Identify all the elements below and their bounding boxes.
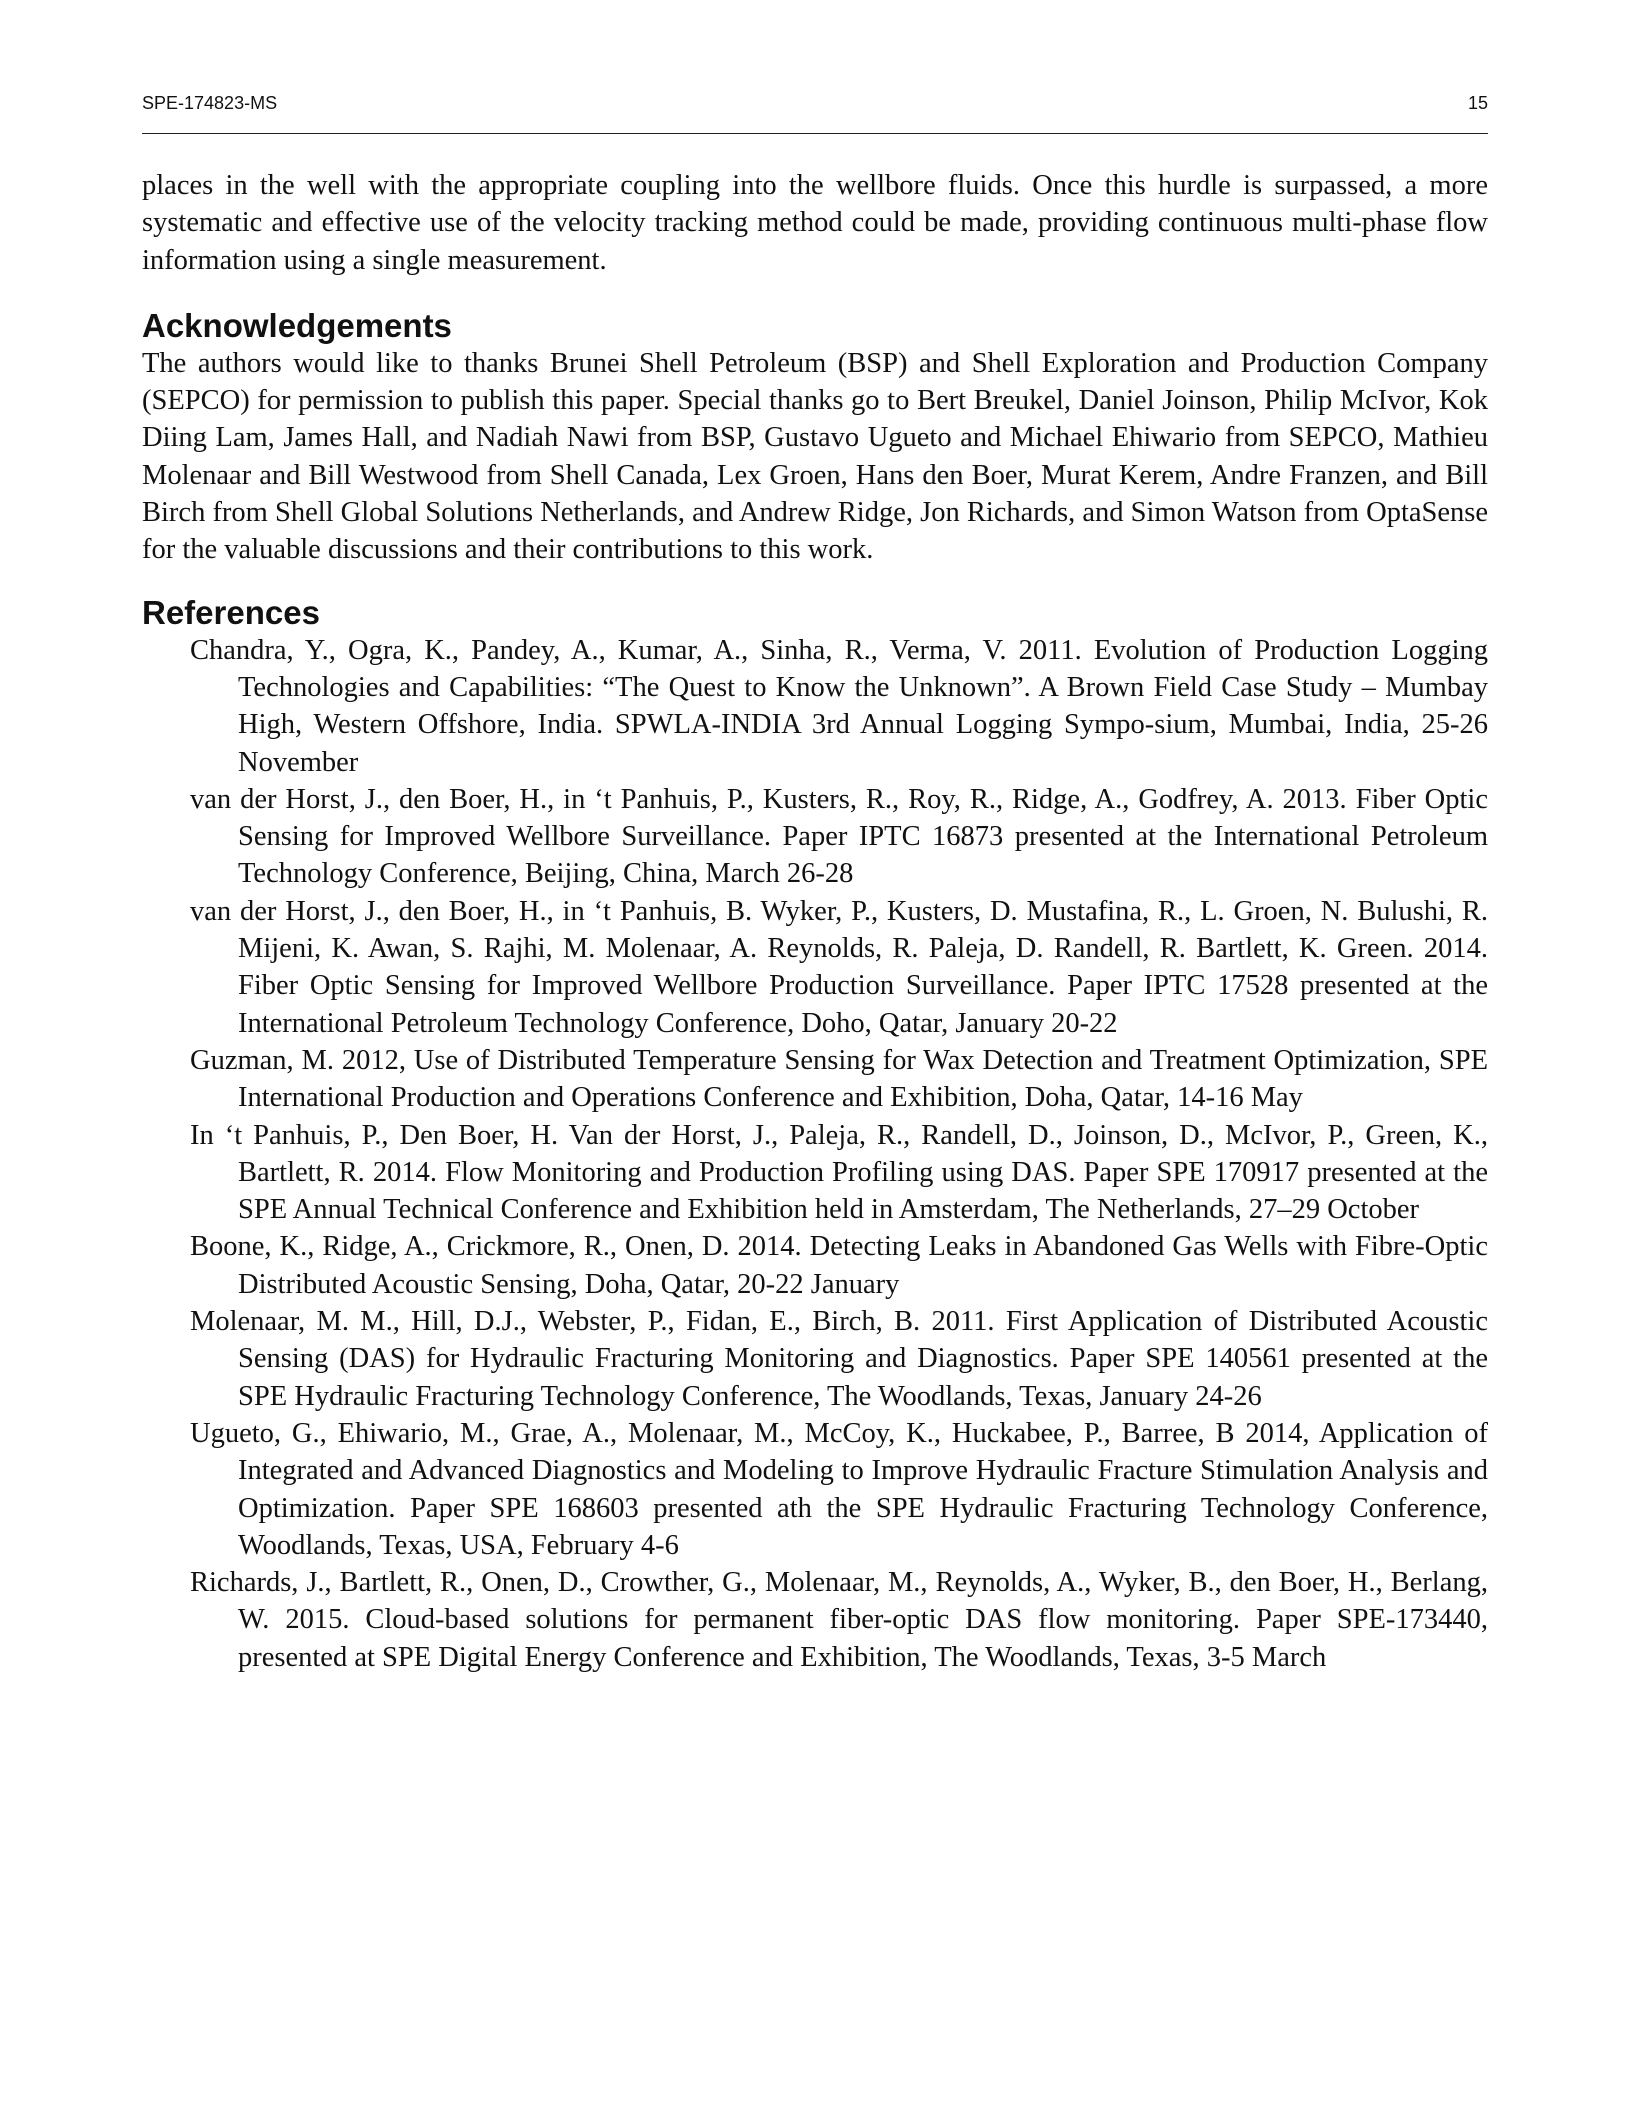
page-number: 15: [1467, 93, 1488, 113]
reference-item: Ugueto, G., Ehiwario, M., Grae, A., Molenaar, M., McCoy, K., Huckabee, P., Barree, B 2014, Application of Integrated and Advanced Diagnostics and Modeling to Improve Hydraulic Fracture Stimulation Analysis and Optimization. Paper SPE 168603 presented ath the SPE Hydraulic Fracturing Technology Conference, Woodlands, Texas, USA, February 4-6: [190, 1417, 1488, 1561]
page-body: [142, 167, 1488, 1676]
page-header: [142, 93, 1488, 134]
acknowledgements-text: The authors would like to thanks Brunei Shell Petroleum (BSP) and Shell Exploration and Production Company (SEPCO) for permission to publish this paper. Special thanks go to Bert Breukel, Daniel Joinson, Philip McIvor, Kok Diing Lam, James Hall, and Nadiah Nawi from BSP, Gustavo Ugueto and Michael Ehiwario from SEPCO, Mathieu Molenaar and Bill Westwood from Shell Canada, Lex Groen, Hans den Boer, Murat Kerem, Andre Franzen, and Bill Birch from Shell Global Solutions Netherlands, and Andrew Ridge, Jon Richards, and Simon Watson from OptaSense for the valuable discussions and their contributions to this work.: [142, 347, 1489, 566]
reference-item: Boone, K., Ridge, A., Crickmore, R., Onen, D. 2014. Detecting Leaks in Abandoned Gas Wells with Fibre-Optic Distributed Acoustic Sensing, Doha, Qatar, 20-22 January: [190, 1231, 1488, 1300]
reference-item: Molenaar, M. M., Hill, D.J., Webster, P., Fidan, E., Birch, B. 2011. First Application of Distributed Acoustic Sensing (DAS) for Hydraulic Fracturing Monitoring and Diagnostics. Paper SPE 140561 presented at the SPE Hydraulic Fracturing Technology Conference, The Woodlands, Texas, January 24-26: [190, 1306, 1488, 1412]
references-heading: References: [142, 593, 320, 631]
intro-paragraph: places in the well with the appropriate coupling into the wellbore fluids. Once this hurdle is surpassed, a more systematic and effective use of the velocity tracking method could be made, providing continuous multi-phase flow information using a single measurement.: [142, 170, 1488, 276]
reference-item: Guzman, M. 2012, Use of Distributed Temperature Sensing for Wax Detection and Treatment Optimization, SPE International Production and Operations Conference and Exhibition, Doha, Qatar, 14-16 May: [190, 1044, 1488, 1114]
reference-item: Richards, J., Bartlett, R., Onen, D., Crowther, G., Molenaar, M., Reynolds, A., Wyker, B., den Boer, H., Berlang, W. 2015. Cloud-based solutions for permanent fiber-optic DAS flow monitoring. Paper SPE-173440, presented at SPE Digital Energy Conference and Exhibition, The Woodlands, Texas, 3-5 March: [190, 1567, 1488, 1673]
reference-item: In ‘t Panhuis, P., Den Boer, H. Van der Horst, J., Paleja, R., Randell, D., Joinson, D., McIvor, P., Green, K., Bartlett, R. 2014. Flow Monitoring and Production Profiling using DAS. Paper SPE 170917 presented at the SPE Annual Technical Conference and Exhibition held in Amsterdam, The Netherlands, 27–29 October: [190, 1119, 1488, 1226]
acknowledgements-heading: Acknowledgements: [142, 306, 452, 344]
references-list: [142, 632, 1488, 1676]
reference-item: Chandra, Y., Ogra, K., Pandey, A., Kumar, A., Sinha, R., Verma, V. 2011. Evolution of Production Logging Technologies and Capabilities: “The Quest to Know the Unknown”. A Brown Field Case Study – Mumbay High, Western Offshore, India. SPWLA-INDIA 3rd Annual Logging Sympo-sium, Mumbai, India, 25-26 November: [190, 634, 1488, 778]
paper-id: SPE-174823-MS: [142, 93, 278, 113]
reference-item: van der Horst, J., den Boer, H., in ‘t Panhuis, B. Wyker, P., Kusters, D. Mustafina, R., L. Groen, N. Bulushi, R. Mijeni, K. Awan, S. Rajhi, M. Molenaar, A. Reynolds, R. Paleja, D. Randell, R. Bartlett, K. Green. 2014. Fiber Optic Sensing for Improved Wellbore Production Surveillance. Paper IPTC 17528 presented at the International Petroleum Technology Conference, Doho, Qatar, January 20-22: [190, 895, 1488, 1039]
reference-item: van der Horst, J., den Boer, H., in ‘t Panhuis, P., Kusters, R., Roy, R., Ridge, A., Godfrey, A. 2013. Fiber Optic Sensing for Improved Wellbore Surveillance. Paper IPTC 16873 presented at the International Petroleum Technology Conference, Beijing, China, March 26-28: [190, 783, 1488, 890]
